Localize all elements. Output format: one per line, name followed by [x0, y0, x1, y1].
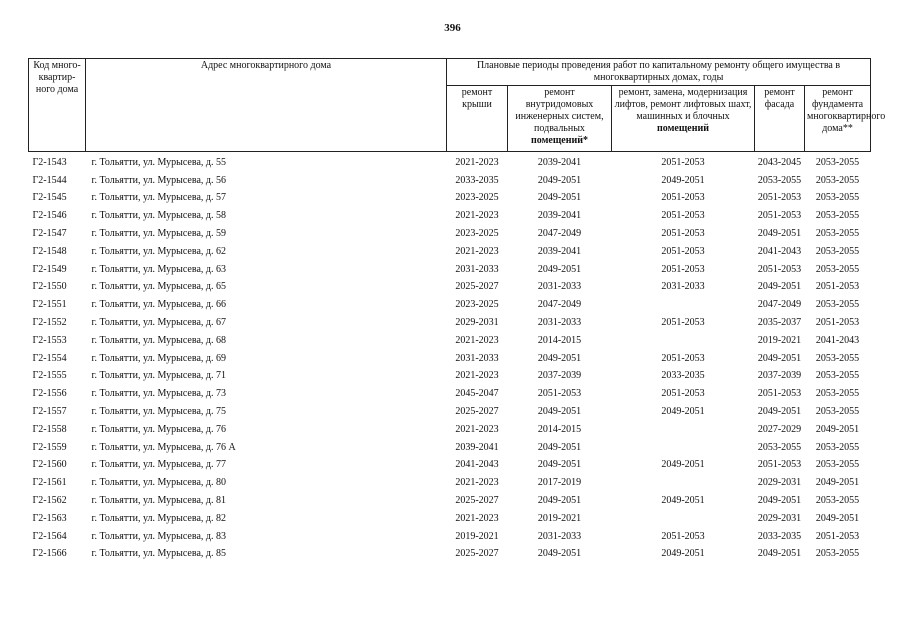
cell-code: Г2-1545: [32, 192, 67, 204]
cell-systems: 2049-2051: [537, 441, 582, 453]
cell-lifts: 2051-2053: [661, 192, 705, 204]
cell-roof: 2021-2023: [455, 245, 499, 257]
cell-foundation: 2051-2053: [815, 281, 860, 293]
cell-foundation: 2053-2055: [815, 192, 860, 204]
cell-address: г. Тольятти, ул. Мурысева, д. 81: [91, 495, 226, 507]
cell-address: г. Тольятти, ул. Мурысева, д. 80: [91, 477, 226, 489]
cell-roof: 2025-2027: [455, 495, 499, 507]
cell-address: г. Тольятти, ул. Мурысева, д. 57: [91, 192, 226, 204]
page-number: 396: [444, 22, 461, 34]
cell-lifts: 2049-2051: [661, 459, 705, 471]
cell-code: Г2-1549: [32, 263, 67, 275]
cell-facade: 2029-2031: [757, 477, 802, 489]
cell-foundation: 2053-2055: [815, 370, 860, 382]
table-row: [29, 350, 871, 368]
cell-address: г. Тольятти, ул. Мурысева, д. 83: [91, 530, 226, 542]
cell-roof: 2033-2035: [455, 174, 499, 186]
table-row: [29, 368, 871, 386]
cell-roof: 2021-2023: [455, 210, 499, 222]
cell-code: Г2-1557: [32, 406, 67, 418]
cell-code: Г2-1559: [32, 441, 67, 453]
cell-lifts: 2051-2053: [661, 530, 705, 542]
cell-lifts: 2051-2053: [661, 263, 705, 275]
cell-code: Г2-1564: [32, 530, 67, 542]
cell-address: г. Тольятти, ул. Мурысева, д. 67: [91, 317, 226, 329]
table-row: [29, 172, 871, 190]
cell-foundation: 2041-2043: [815, 334, 860, 346]
cell-facade: 2049-2051: [757, 228, 802, 240]
cell-systems: 2039-2041: [537, 245, 582, 257]
cell-lifts: [612, 510, 755, 528]
cell-address: г. Тольятти, ул. Мурысева, д. 75: [91, 406, 226, 418]
cell-systems: 2039-2041: [537, 156, 582, 168]
header-lifts-bold: помещений: [657, 123, 709, 134]
cell-address: г. Тольятти, ул. Мурысева, д. 71: [91, 370, 226, 382]
cell-lifts: 2049-2051: [661, 406, 705, 418]
cell-lifts: 2049-2051: [661, 548, 705, 560]
cell-lifts: 2051-2053: [661, 245, 705, 257]
cell-address: г. Тольятти, ул. Мурысева, д. 56: [91, 174, 226, 186]
cell-lifts: [612, 439, 755, 457]
cell-systems: 2031-2033: [537, 317, 582, 329]
cell-foundation: 2049-2051: [815, 512, 860, 524]
cell-code: Г2-1563: [32, 512, 67, 524]
cell-systems: 2031-2033: [537, 530, 582, 542]
header-code: Код много-квартир-ного дома: [29, 59, 86, 152]
cell-roof: 2021-2023: [455, 156, 499, 168]
cell-address: г. Тольятти, ул. Мурысева, д. 73: [91, 388, 226, 400]
table-row: [29, 207, 871, 225]
cell-facade: 2049-2051: [757, 352, 802, 364]
table-row: [29, 403, 871, 421]
table-row: [29, 510, 871, 528]
cell-systems: 2039-2041: [537, 210, 582, 222]
cell-foundation: 2053-2055: [815, 495, 860, 507]
cell-systems: 2049-2051: [537, 192, 582, 204]
cell-systems: 2049-2051: [537, 263, 582, 275]
cell-lifts: [612, 421, 755, 439]
cell-foundation: 2053-2055: [815, 156, 860, 168]
cell-roof: 2023-2025: [455, 228, 499, 240]
table-header: [29, 59, 886, 152]
cell-facade: 2029-2031: [757, 512, 802, 524]
table-row: [29, 457, 871, 475]
cell-systems: 2049-2051: [537, 352, 582, 364]
cell-facade: 2049-2051: [757, 281, 802, 293]
cell-facade: 2035-2037: [757, 317, 802, 329]
cell-foundation: 2049-2051: [815, 477, 860, 489]
cell-facade: 2049-2051: [757, 406, 802, 418]
cell-address: г. Тольятти, ул. Мурысева, д. 55: [91, 156, 226, 168]
cell-facade: 2041-2043: [757, 245, 802, 257]
cell-code: Г2-1544: [32, 174, 67, 186]
table-row: [29, 152, 871, 172]
cell-roof: 2039-2041: [455, 441, 499, 453]
cell-lifts: 2051-2053: [661, 210, 705, 222]
header-lifts: [612, 86, 755, 152]
cell-systems: 2049-2051: [537, 174, 582, 186]
cell-foundation: 2053-2055: [815, 548, 860, 560]
cell-foundation: 2051-2053: [815, 317, 860, 329]
cell-roof: 2021-2023: [455, 512, 499, 524]
cell-code: Г2-1556: [32, 388, 67, 400]
cell-code: Г2-1555: [32, 370, 67, 382]
cell-facade: 2033-2035: [757, 530, 802, 542]
cell-foundation: 2053-2055: [815, 441, 860, 453]
table-row: [29, 474, 871, 492]
cell-lifts: 2051-2053: [661, 317, 705, 329]
header-foundation: ремонт фундамента многоквартирного дома**: [805, 86, 871, 152]
cell-code: Г2-1546: [32, 210, 67, 222]
cell-roof: 2029-2031: [455, 317, 499, 329]
table-row: [29, 385, 871, 403]
cell-roof: 2021-2023: [455, 370, 499, 382]
cell-roof: 2025-2027: [455, 281, 499, 293]
table-row: [29, 314, 871, 332]
cell-lifts: 2033-2035: [661, 370, 705, 382]
cell-code: Г2-1550: [32, 281, 67, 293]
table-row: [29, 243, 871, 261]
cell-code: Г2-1548: [32, 245, 67, 257]
cell-lifts: 2049-2051: [661, 174, 705, 186]
cell-systems: 2014-2015: [537, 334, 582, 346]
cell-systems: 2047-2049: [537, 299, 582, 311]
table-row: [29, 332, 871, 350]
cell-address: г. Тольятти, ул. Мурысева, д. 58: [91, 210, 226, 222]
cell-systems: 2047-2049: [537, 228, 582, 240]
cell-lifts: 2031-2033: [661, 281, 705, 293]
cell-code: Г2-1558: [32, 423, 67, 435]
cell-roof: 2021-2023: [455, 334, 499, 346]
cell-foundation: 2051-2053: [815, 530, 860, 542]
cell-code: Г2-1566: [32, 548, 67, 560]
table-row: [29, 492, 871, 510]
cell-systems: 2049-2051: [537, 406, 582, 418]
cell-address: г. Тольятти, ул. Мурысева, д. 66: [91, 299, 226, 311]
cell-foundation: 2049-2051: [815, 423, 860, 435]
cell-facade: 2051-2053: [757, 210, 802, 222]
cell-roof: 2021-2023: [455, 423, 499, 435]
header-facade: ремонт фасада: [755, 86, 805, 152]
cell-lifts: [612, 332, 755, 350]
cell-systems: 2049-2051: [537, 459, 582, 471]
cell-systems: 2051-2053: [537, 388, 582, 400]
cell-lifts: 2051-2053: [661, 156, 705, 168]
cell-code: Г2-1543: [32, 156, 67, 168]
cell-roof: 2025-2027: [455, 406, 499, 418]
table-row: [29, 421, 871, 439]
cell-systems: 2049-2051: [537, 495, 582, 507]
cell-facade: 2053-2055: [757, 441, 802, 453]
cell-facade: 2043-2045: [757, 156, 802, 168]
cell-facade: 2051-2053: [757, 263, 802, 275]
cell-address: г. Тольятти, ул. Мурысева, д. 68: [91, 334, 226, 346]
cell-facade: 2049-2051: [757, 548, 802, 560]
cell-systems: 2031-2033: [537, 281, 582, 293]
cell-facade: 2019-2021: [757, 334, 802, 346]
cell-roof: 2045-2047: [455, 388, 499, 400]
cell-code: Г2-1552: [32, 317, 67, 329]
cell-roof: 2031-2033: [455, 263, 499, 275]
table-row: [29, 190, 871, 208]
table-row: [29, 279, 871, 297]
cell-foundation: 2053-2055: [815, 263, 860, 275]
header-periods: Плановые периоды проведения работ по капитальному ремонту общего имущества в многоквартирных домах, годы: [447, 59, 871, 86]
table-row: [29, 261, 871, 279]
cell-facade: 2049-2051: [757, 495, 802, 507]
cell-facade: 2053-2055: [757, 174, 802, 186]
table-row: [29, 546, 871, 564]
cell-facade: 2051-2053: [757, 192, 802, 204]
cell-address: г. Тольятти, ул. Мурысева, д. 59: [91, 228, 226, 240]
cell-address: г. Тольятти, ул. Мурысева, д. 63: [91, 263, 226, 275]
cell-systems: 2037-2039: [537, 370, 582, 382]
cell-facade: 2027-2029: [757, 423, 802, 435]
cell-address: г. Тольятти, ул. Мурысева, д. 77: [91, 459, 226, 471]
table-row: [29, 296, 871, 314]
header-roof: ремонт крыши: [447, 86, 508, 152]
table-row: [29, 439, 871, 457]
cell-lifts: 2051-2053: [661, 228, 705, 240]
cell-address: г. Тольятти, ул. Мурысева, д. 76 А: [91, 441, 236, 453]
cell-address: г. Тольятти, ул. Мурысева, д. 62: [91, 245, 226, 257]
cell-facade: 2051-2053: [757, 459, 802, 471]
cell-code: Г2-1551: [32, 299, 67, 311]
cell-foundation: 2053-2055: [815, 210, 860, 222]
cell-roof: 2031-2033: [455, 352, 499, 364]
cell-code: Г2-1553: [32, 334, 67, 346]
header-systems-bold: помещений*: [531, 135, 588, 146]
cell-address: г. Тольятти, ул. Мурысева, д. 85: [91, 548, 226, 560]
cell-foundation: 2053-2055: [815, 388, 860, 400]
table-body: [29, 152, 871, 564]
cell-foundation: 2053-2055: [815, 459, 860, 471]
header-systems: [508, 86, 612, 152]
cell-facade: 2051-2053: [757, 388, 802, 400]
cell-address: г. Тольятти, ул. Мурысева, д. 65: [91, 281, 226, 293]
cell-foundation: 2053-2055: [815, 174, 860, 186]
header-address: Адрес многоквартирного дома: [86, 59, 447, 152]
cell-code: Г2-1547: [32, 228, 67, 240]
table-row: [29, 528, 871, 546]
cell-facade: 2047-2049: [757, 299, 802, 311]
cell-foundation: 2053-2055: [815, 228, 860, 240]
cell-systems: 2049-2051: [537, 548, 582, 560]
header-lifts-text: ремонт, замена, модернизация лифтов, ремонт лифтовых шахт, машинных и блочных: [614, 87, 752, 122]
cell-code: Г2-1561: [32, 477, 67, 489]
cell-lifts: 2051-2053: [661, 388, 705, 400]
cell-foundation: 2053-2055: [815, 299, 860, 311]
cell-foundation: 2053-2055: [815, 245, 860, 257]
cell-code: Г2-1562: [32, 495, 67, 507]
cell-roof: 2025-2027: [455, 548, 499, 560]
cell-systems: 2017-2019: [537, 477, 582, 489]
cell-lifts: [612, 474, 755, 492]
cell-systems: 2014-2015: [537, 423, 582, 435]
cell-foundation: 2053-2055: [815, 406, 860, 418]
cell-address: г. Тольятти, ул. Мурысева, д. 76: [91, 423, 226, 435]
cell-roof: 2019-2021: [455, 530, 499, 542]
cell-address: г. Тольятти, ул. Мурысева, д. 82: [91, 512, 226, 524]
table-row: [29, 225, 871, 243]
cell-foundation: 2053-2055: [815, 352, 860, 364]
cell-lifts: 2049-2051: [661, 495, 705, 507]
cell-facade: 2037-2039: [757, 370, 802, 382]
header-systems-text: ремонт внутридомовых инженерных систем, подвальных: [515, 87, 604, 134]
cell-code: Г2-1560: [32, 459, 67, 471]
cell-lifts: 2051-2053: [661, 352, 705, 364]
cell-roof: 2023-2025: [455, 299, 499, 311]
repair-schedule-table: [28, 58, 886, 563]
cell-roof: 2023-2025: [455, 192, 499, 204]
cell-address: г. Тольятти, ул. Мурысева, д. 69: [91, 352, 226, 364]
cell-code: Г2-1554: [32, 352, 67, 364]
cell-systems: 2019-2021: [537, 512, 582, 524]
cell-roof: 2021-2023: [455, 477, 499, 489]
cell-lifts: [612, 296, 755, 314]
cell-roof: 2041-2043: [455, 459, 499, 471]
